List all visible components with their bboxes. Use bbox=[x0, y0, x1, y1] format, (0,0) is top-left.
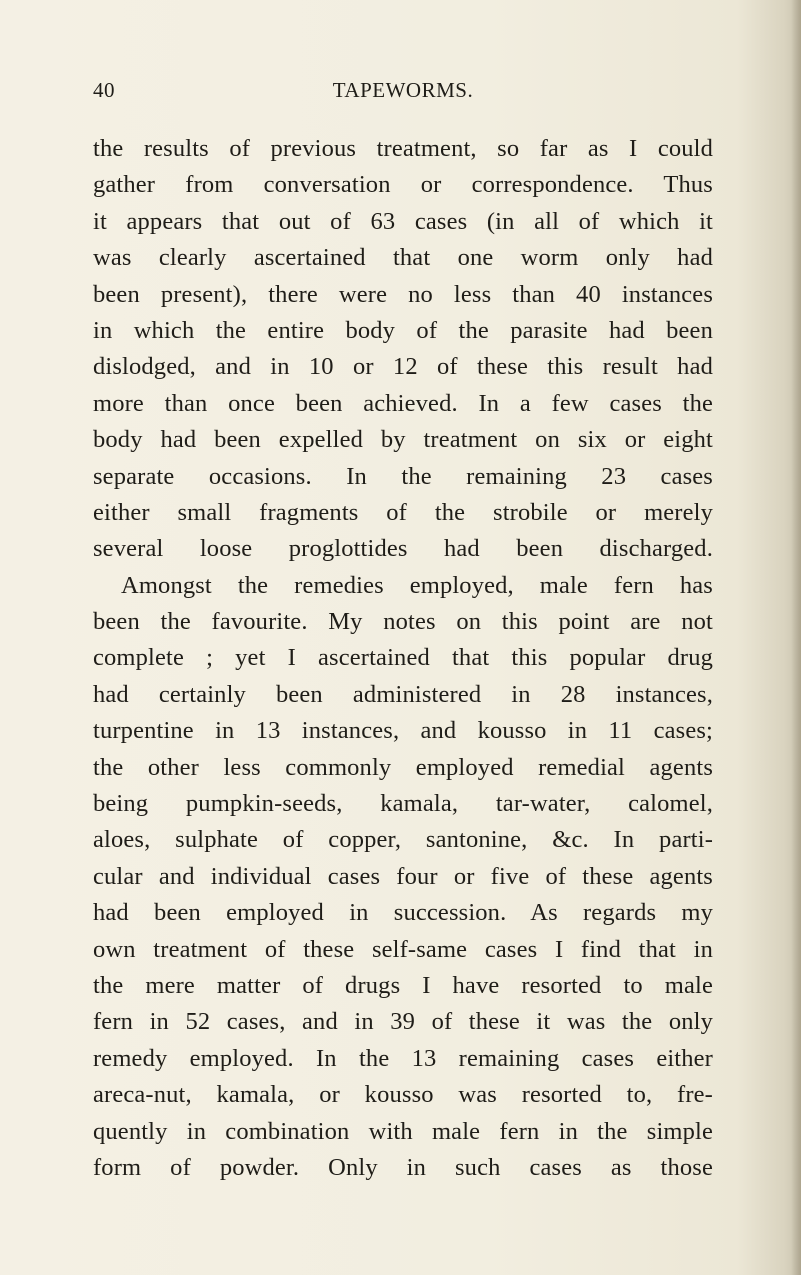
text-line: the other less commonly employed remedial agents bbox=[93, 753, 713, 781]
text-line: was clearly ascertained that one worm only had bbox=[93, 244, 713, 272]
text-line: aloes, sulphate of copper, santonine, &c. In parti- bbox=[93, 826, 713, 854]
page-edge-shadow bbox=[791, 0, 801, 1275]
text-line: separate occasions. In the remaining 23 cases bbox=[93, 462, 713, 490]
text-line: the mere matter of drugs I have resorted to male bbox=[93, 971, 713, 999]
text-line: been present), there were no less than 40 instances bbox=[93, 280, 713, 308]
text-line: form of powder. Only in such cases as those bbox=[93, 1153, 713, 1181]
text-line: gather from conversation or correspondence. Thus bbox=[93, 171, 713, 199]
page-header bbox=[93, 78, 713, 110]
text-line: the results of previous treatment, so far as I could bbox=[93, 135, 713, 162]
text-line: being pumpkin-seeds, kamala, tar-water, calomel, bbox=[93, 790, 713, 818]
running-title: TAPEWORMS. bbox=[332, 78, 474, 102]
text-line: been the favourite. My notes on this point are not bbox=[93, 608, 713, 636]
text-line: had been employed in succession. As regards my bbox=[93, 899, 713, 927]
text-line: several loose proglottides had been discharged. bbox=[93, 535, 713, 563]
text-line: quently in combination with male fern in the simple bbox=[93, 1117, 713, 1145]
text-line: complete ; yet I ascertained that this popular drug bbox=[93, 644, 713, 672]
text-line: turpentine in 13 instances, and kousso in 11 cases; bbox=[93, 717, 713, 745]
text-line: it appears that out of 63 cases (in all of which it bbox=[93, 207, 713, 235]
text-line: had certainly been administered in 28 instances, bbox=[93, 680, 713, 708]
text-line-paragraph-start: Amongst the remedies employed, male fern has bbox=[121, 571, 713, 599]
text-line: own treatment of these self-same cases I find that in bbox=[93, 935, 713, 963]
text-line: remedy employed. In the 13 remaining cases either bbox=[93, 1044, 713, 1072]
page-number: 40 bbox=[93, 78, 115, 102]
text-line: dislodged, and in 10 or 12 of these this result had bbox=[93, 353, 713, 381]
text-line: cular and individual cases four or five of these agents bbox=[93, 862, 713, 890]
text-line: more than once been achieved. In a few cases the bbox=[93, 389, 713, 417]
text-line: either small fragments of the strobile or merely bbox=[93, 498, 713, 526]
text-line: fern in 52 cases, and in 39 of these it was the only bbox=[93, 1008, 713, 1036]
text-line: body had been expelled by treatment on six or eight bbox=[93, 426, 713, 454]
text-line: areca-nut, kamala, or kousso was resorted to, fre- bbox=[93, 1081, 713, 1109]
body-text bbox=[93, 131, 713, 1186]
text-line: in which the entire body of the parasite had been bbox=[93, 316, 713, 344]
